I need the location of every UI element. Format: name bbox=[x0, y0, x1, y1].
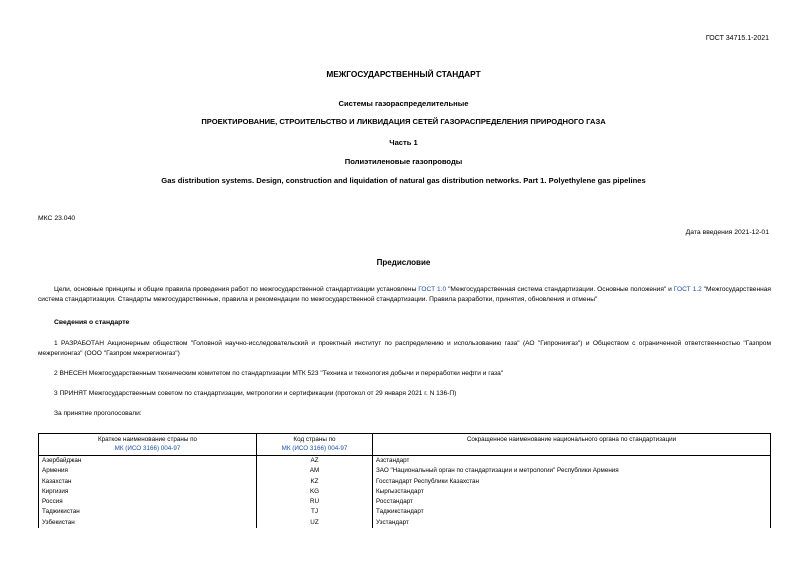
intro-date: Дата введения 2021-12-01 bbox=[685, 229, 769, 236]
mk-iso-3166-link[interactable]: МК (ИСО 3166) 004-97 bbox=[281, 445, 348, 452]
table-row bbox=[39, 518, 771, 528]
part-label: Часть 1 bbox=[389, 138, 418, 147]
mks-code: МКС 23.040 bbox=[38, 215, 76, 222]
table-row bbox=[39, 466, 771, 476]
main-title: ПРОЕКТИРОВАНИЕ, СТРОИТЕЛЬСТВО И ЛИКВИДАЦИЯ СЕТЕЙ ГАЗОРАСПРЕДЕЛЕНИЯ ПРИРОДНОГО ГАЗА bbox=[201, 117, 606, 126]
subtitle: Полиэтиленовые газопроводы bbox=[344, 157, 463, 166]
table-row bbox=[39, 487, 771, 497]
code-cell: UZ bbox=[257, 518, 373, 528]
code-cell: AM bbox=[257, 466, 373, 476]
standard-kind: МЕЖГОСУДАРСТВЕННЫЙ СТАНДАРТ bbox=[326, 69, 481, 79]
code-cell: RU bbox=[257, 497, 373, 507]
table-header-row bbox=[39, 434, 771, 456]
country-cell: Таджикистан bbox=[39, 507, 257, 517]
body-cell: Узстандарт bbox=[373, 518, 771, 528]
header-standards-body: Сокращенное наименование национального органа по стандартизации bbox=[373, 434, 771, 456]
code-cell: KZ bbox=[257, 477, 373, 487]
item-1-developed: 1 РАЗРАБОТАН Акционерным обществом "Головной научно-исследовательский и проектный институт по распределению и использованию газа" (АО "Гипрониигаз") и Обществом с ограниченной ответственностью "Газпром межрегионгаз" (ООО "Газпром межрегионгаз") bbox=[38, 340, 771, 357]
table-row bbox=[39, 507, 771, 517]
country-cell: Россия bbox=[39, 497, 257, 507]
country-cell: Киргизия bbox=[39, 487, 257, 497]
header-country-code: Код страны по МК (ИСО 3166) 004-97 bbox=[257, 434, 373, 456]
body-cell: Госстандарт Республики Казахстан bbox=[373, 477, 771, 487]
code-cell: KG bbox=[257, 487, 373, 497]
item-3-adopted: 3 ПРИНЯТ Межгосударственным советом по стандартизации, метрологии и сертификации (протокол от 29 января 2021 г. N 136-П) bbox=[54, 390, 457, 397]
english-title: Gas distribution systems. Design, construction and liquidation of natural gas distribution networks. Part 1. Polyethylene gas pipelines bbox=[161, 176, 646, 185]
mk-iso-3166-link[interactable]: МК (ИСО 3166) 004-97 bbox=[114, 445, 181, 452]
body-cell: Кыргызстандарт bbox=[373, 487, 771, 497]
voting-countries-table bbox=[38, 433, 771, 528]
country-cell: Армения bbox=[39, 466, 257, 476]
systems-title: Системы газораспределительные bbox=[338, 99, 469, 108]
document-id: ГОСТ 34715.1-2021 bbox=[705, 35, 769, 42]
voted-label: За принятие проголосовали: bbox=[54, 410, 142, 417]
body-cell: ЗАО "Национальный орган по стандартизации и метрологии" Республики Армения bbox=[373, 466, 771, 476]
table-row bbox=[39, 477, 771, 487]
code-cell: TJ bbox=[257, 507, 373, 517]
body-cell: Росстандарт bbox=[373, 497, 771, 507]
standard-info-heading: Сведения о стандарте bbox=[54, 319, 130, 326]
table-row bbox=[39, 497, 771, 507]
country-cell: Узбекистан bbox=[39, 518, 257, 528]
header-country-name: Краткое наименование страны по МК (ИСО 3166) 004-97 bbox=[39, 434, 257, 456]
foreword-heading: Предисловие bbox=[376, 258, 431, 267]
foreword-paragraph: Цели, основные принципы и общие правила проведения работ по межгосударственной стандартизации установлены ГОСТ 1.0 "Межгосударственная система стандартизации. Основные положения" и ГОСТ 1.2 "Межгосударственная система стандартизации. Стандарты межгосударственные, правила и рекомендации по межгосударственной стандартизации. Правила разработки, принятия, обновления и отмены" bbox=[38, 286, 771, 303]
gost-1-0-link[interactable]: ГОСТ 1.0 bbox=[418, 286, 447, 293]
body-cell: Таджикстандарт bbox=[373, 507, 771, 517]
country-cell: Азербайджан bbox=[39, 456, 257, 467]
country-cell: Казахстан bbox=[39, 477, 257, 487]
item-2-submitted: 2 ВНЕСЕН Межгосударственным техническим комитетом по стандартизации МТК 523 "Техника и технология добычи и переработки нефти и газа" bbox=[54, 370, 504, 377]
gost-1-2-link[interactable]: ГОСТ 1.2 bbox=[673, 286, 702, 293]
code-cell: AZ bbox=[257, 456, 373, 467]
table-row bbox=[39, 456, 771, 467]
body-cell: Азстандарт bbox=[373, 456, 771, 467]
